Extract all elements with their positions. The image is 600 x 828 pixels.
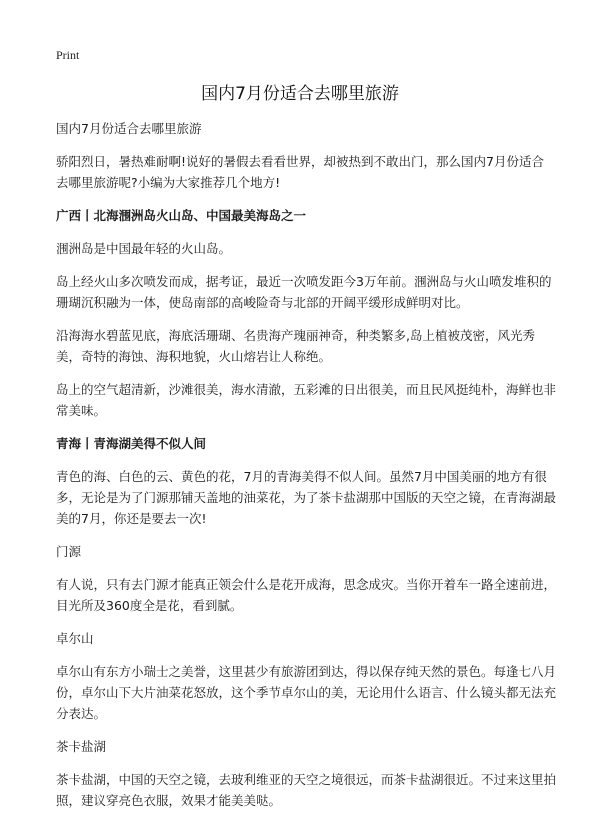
subheading-zhuoershan: 卓尔山 bbox=[56, 631, 94, 646]
paragraph: 岛上的空气超清新，沙滩很美，海水清澈，五彩滩的日出很美，而且民风挺纯朴，海鲜也非常美味。 bbox=[56, 382, 557, 418]
paragraph: 茶卡盐湖，中国的天空之镜，去玻利维亚的天空之境很远，而茶卡盐湖很近。不过来这里拍照，建议穿亮色衣服，效果才能美美哒。 bbox=[56, 772, 557, 808]
paragraph: 有人说，只有去门源才能真正领会什么是花开成海，思念成灾。当你开着车一路全速前进，目光所及360度全是花，看到腻。 bbox=[56, 577, 557, 613]
intro-paragraph: 骄阳烈日，暑热难耐啊!说好的暑假去看看世界，却被热到不敢出门，那么国内7月份适合去哪里旅游呢?小编为大家推荐几个地方! bbox=[56, 154, 544, 190]
paragraph: 青色的海、白色的云、黄色的花，7月的青海美得不似人间。虽然7月中国美丽的地方有很多，无论是为了门源那铺天盖地的油菜花，为了茶卡盐湖那中国版的天空之镜，在青海湖最美的7月，你还是要去一次! bbox=[56, 469, 557, 526]
subheading-chaka: 茶卡盐湖 bbox=[56, 739, 107, 754]
section-heading-guangxi: 广西丨北海涠洲岛火山岛、中国最美海岛之一 bbox=[56, 208, 307, 223]
print-link[interactable]: Print bbox=[56, 48, 80, 62]
intro-subtitle: 国内7月份适合去哪里旅游 bbox=[56, 121, 202, 136]
paragraph: 涠洲岛是中国最年轻的火山岛。 bbox=[56, 241, 232, 256]
paragraph: 岛上经火山多次喷发而成，据考证，最近一次喷发距今3万年前。涠洲岛与火山喷发堆积的珊瑚沉积融为一体，使岛南部的高峻险奇与北部的开阔平缓形成鲜明对比。 bbox=[56, 274, 552, 310]
section-heading-qinghai: 青海丨青海湖美得不似人间 bbox=[56, 436, 207, 451]
page-title: 国内7月份适合去哪里旅游 bbox=[201, 84, 399, 104]
paragraph: 卓尔山有东方小瑞士之美誉，这里甚少有旅游团到达，得以保存纯天然的景色。每逢七八月份，卓尔山下大片油菜花怒放，这个季节卓尔山的美，无论用什么语言、什么镜头都无法充分表达。 bbox=[56, 664, 557, 721]
article-body bbox=[56, 118, 556, 823]
subheading-menyuan: 门源 bbox=[56, 544, 82, 559]
paragraph: 沿海海水碧蓝见底，海底活珊瑚、名贵海产瑰丽神奇，种类繁多,岛上植被茂密，风光秀美，奇特的海蚀、海积地貌，火山熔岩让人称绝。 bbox=[56, 328, 535, 364]
